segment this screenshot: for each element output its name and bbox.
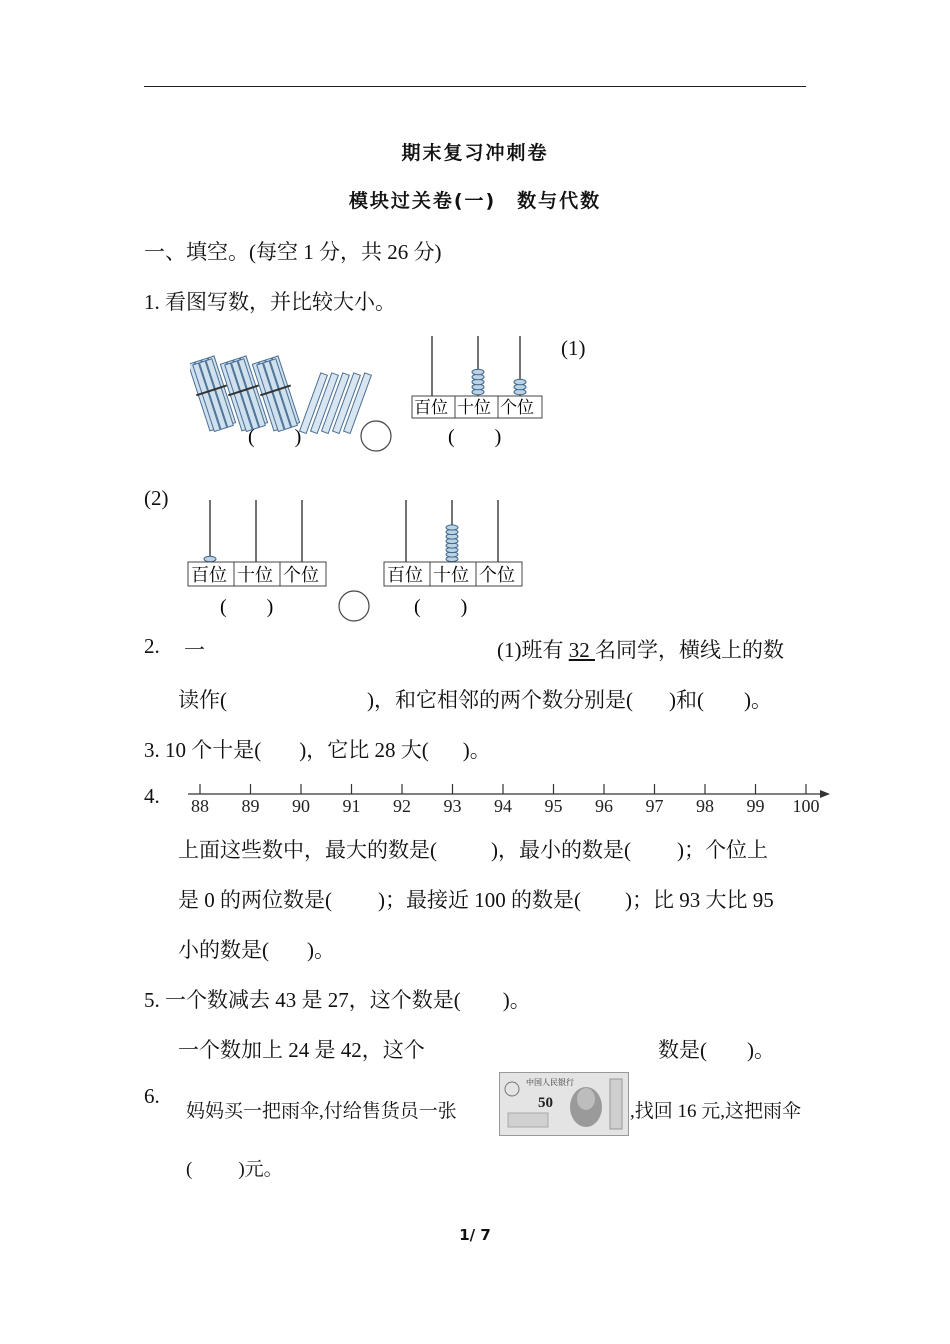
q6-number: 6. (144, 1084, 160, 1108)
q2-prefix: 一 (184, 638, 205, 662)
q4-line1 (178, 834, 768, 864)
number-line-label: 98 (696, 796, 714, 816)
q6-l2-b: )元。 (238, 1159, 283, 1180)
q2-l2-d: )。 (744, 688, 772, 712)
abacus-3 (384, 500, 522, 586)
q1-2-answer-left: ( ) (220, 596, 274, 618)
abacus-3-label-tens: 十位 (433, 565, 469, 585)
number-line-label: 97 (645, 796, 664, 816)
q2-line2 (178, 684, 772, 714)
q2-line1 (497, 634, 784, 664)
q5-line2b (658, 1034, 775, 1064)
compare-circle-2[interactable] (339, 591, 369, 621)
q6-line2 (186, 1154, 283, 1181)
abacus-1-label-hundreds: 百位 (414, 398, 448, 417)
page-subtitle: 模块过关卷(一) 数与代数 (348, 190, 602, 212)
q2-underlined-number: 32 (568, 638, 595, 662)
number-line-label: 93 (443, 796, 462, 816)
number-line-label: 94 (494, 796, 512, 816)
abacus-1 (412, 336, 542, 418)
q4-l1-a: 上面这些数中，最大的数是( (178, 838, 437, 862)
number-line-label: 89 (241, 796, 260, 816)
number-line-arrow (820, 790, 830, 798)
q3-a: 3. 10 个十是( (144, 738, 262, 762)
banknote-50-yuan (499, 1072, 629, 1136)
q2-l2-c: )和( (669, 688, 704, 712)
q2-l2-b: )，和它相邻的两个数分别是( (367, 688, 633, 712)
stick-bundles (190, 355, 303, 433)
q1-part1-label: (1) (561, 336, 586, 360)
abacus-3-label-ones: 个位 (479, 565, 515, 585)
number-line-label: 88 (191, 796, 209, 816)
q4-number: 4. (144, 784, 160, 808)
q2-text-a: (1)班有 (497, 638, 569, 662)
q3-b: )，它比 28 大( (299, 738, 429, 762)
q2-l2-a: 读作( (178, 688, 227, 712)
section-heading: 一、填空。(每空 1 分，共 26 分) (144, 240, 442, 264)
q5-l2-c: )。 (747, 1038, 775, 1062)
abacus-2 (188, 500, 326, 586)
q4-l3-b: )。 (307, 938, 335, 962)
number-line-label: 96 (595, 796, 613, 816)
q5-l1-a: 5. 一个数减去 43 是 27，这个数是( (144, 988, 461, 1012)
q1-part1-figure (190, 328, 550, 456)
banknote-value: 50 (538, 1095, 553, 1111)
q5-l1-b: )。 (502, 988, 531, 1012)
q4-line3 (178, 934, 335, 964)
q1-part2-figure (184, 498, 534, 626)
q3-c: )。 (462, 738, 491, 762)
q4-l2-c: )；比 93 大比 95 (625, 888, 774, 912)
q1-stem: 1. 看图写数，并比较大小。 (144, 290, 396, 314)
q6-l2-a: ( (186, 1159, 193, 1180)
abacus-1-label-ones: 个位 (500, 398, 534, 417)
number-line-label: 95 (544, 796, 563, 816)
number-line-label: 100 (792, 796, 820, 816)
number-line-label: 90 (292, 796, 310, 816)
abacus-3-label-hundreds: 百位 (387, 565, 423, 585)
single-sticks (300, 373, 372, 434)
q4-l1-c: )；个位上 (677, 838, 768, 862)
abacus-2-label-ones: 个位 (283, 565, 319, 585)
banknote-art (500, 1073, 628, 1135)
number-line (180, 776, 840, 820)
banknote-bank-name: 中国人民银行 (526, 1078, 574, 1087)
q1-2-answer-right: ( ) (414, 596, 468, 618)
q1-part2-label: (2) (144, 486, 169, 510)
q4-l2-a: 是 0 的两位数是( (178, 888, 332, 912)
abacus-2-label-tens: 十位 (237, 565, 273, 585)
q2-number: 2. (144, 634, 160, 658)
q2-text-b: 名同学，横线上的数 (595, 638, 784, 662)
number-line-label: 91 (342, 796, 361, 816)
q6-text-a: 妈妈买一把雨伞,付给售货员一张 (186, 1101, 457, 1122)
q4-l3-a: 小的数是( (178, 938, 269, 962)
q5-l2-b: 数是( (658, 1038, 707, 1062)
q5-line1 (144, 984, 531, 1014)
abacus-1-label-tens: 十位 (457, 398, 491, 417)
q4-line2 (178, 884, 774, 914)
q3-line (144, 734, 491, 764)
page-number: 1/ 7 (459, 1226, 491, 1244)
q5-line2a: 一个数加上 24 是 42，这个 (178, 1038, 425, 1062)
compare-circle[interactable] (361, 421, 391, 451)
page-title: 期末复习冲刺卷 (401, 142, 549, 164)
q1-1-answer-right: ( ) (448, 426, 502, 448)
top-rule (144, 86, 806, 87)
q4-l1-b: )，最小的数是( (491, 838, 631, 862)
q6-text-b: ,找回 16 元,这把雨伞 (630, 1101, 802, 1122)
number-line-label: 92 (393, 796, 411, 816)
q4-l2-b: )；最接近 100 的数是( (378, 888, 581, 912)
number-line-label: 99 (746, 796, 765, 816)
abacus-2-label-hundreds: 百位 (191, 565, 227, 585)
q1-1-answer-left: ( ) (248, 426, 302, 448)
